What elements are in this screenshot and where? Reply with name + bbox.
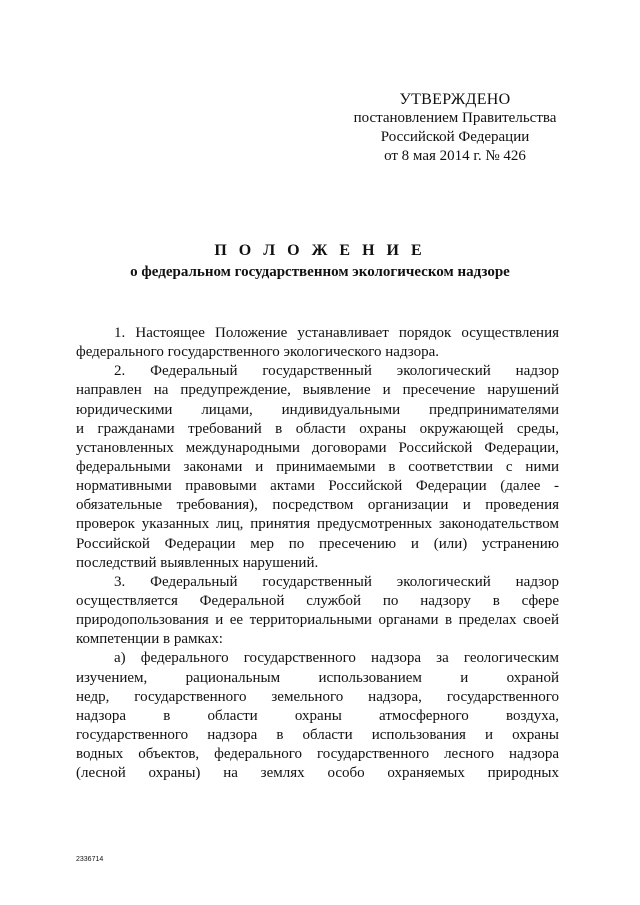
document-title: П О Л О Ж Е Н И Е [214,242,426,259]
document-body [76,324,559,783]
paragraph-line: нормативными правовыми актами Российской Федерации (далее - [76,478,559,495]
approval-line: Российской Федерации [380,129,530,145]
approval-stamp: УТВЕРЖДЕНО [399,91,511,108]
approval-line: постановлением Правительства [353,110,557,126]
paragraph-line: 2. Федеральный государственный экологический надзор [114,363,559,380]
paragraph-line: компетенции в рамках: [76,631,223,648]
paragraph-line: федерального государственного экологического надзора. [76,344,440,361]
paragraph-line: Российской Федерации мер по пресечению и (или) устранению [76,535,559,552]
paragraph-line: а) федерального государственного надзора за геологическим [114,650,559,667]
paragraph-line: (лесной охраны) на землях особо охраняемых природных [76,765,559,782]
paragraph-line: государственного надзора в области использования и охраны [76,726,559,743]
document-subtitle: о федеральном государственном экологическом надзоре [130,264,510,280]
paragraph-line: 1. Настоящее Положение устанавливает порядок осуществления [114,325,559,341]
paragraph-line: обязательные требования), посредством организации и проведения [76,497,559,514]
approval-block [330,90,580,166]
paragraph-line: природопользования и ее территориальными органами в пределах своей [76,612,559,629]
paragraph-line: изучением, рациональным использованием и охраной [76,669,559,686]
paragraph-line: осуществляется Федеральной службой по надзору в сфере [76,592,559,609]
paragraph-line: проверок указанных лиц, принятия предусмотренных законодательством [76,516,559,533]
paragraph-line: установленных международными договорами Российской Федерации, [76,439,559,456]
paragraph-line: водных объектов, федерального государственного лесного надзора [76,746,559,763]
paragraph-line: направлен на предупреждение, выявление и пресечение нарушений [76,382,559,399]
paragraph-line: надзора в области охраны атмосферного воздуха, [76,707,559,724]
approval-date: от 8 мая 2014 г. № 426 [384,148,526,164]
paragraph-line: и гражданами требований в области охраны окружающей среды, [76,420,559,437]
document-code: 2336714 [76,856,104,863]
paragraph-line: юридическими лицами, индивидуальными предпринимателями [76,401,559,418]
paragraph-line: недр, государственного земельного надзора, государственного [76,688,559,705]
paragraph-line: последствий выявленных нарушений. [76,554,319,571]
paragraph-line: федеральными законами и принимаемыми в соответствии с ними [76,458,559,475]
paragraph-line: 3. Федеральный государственный экологический надзор [114,573,559,590]
